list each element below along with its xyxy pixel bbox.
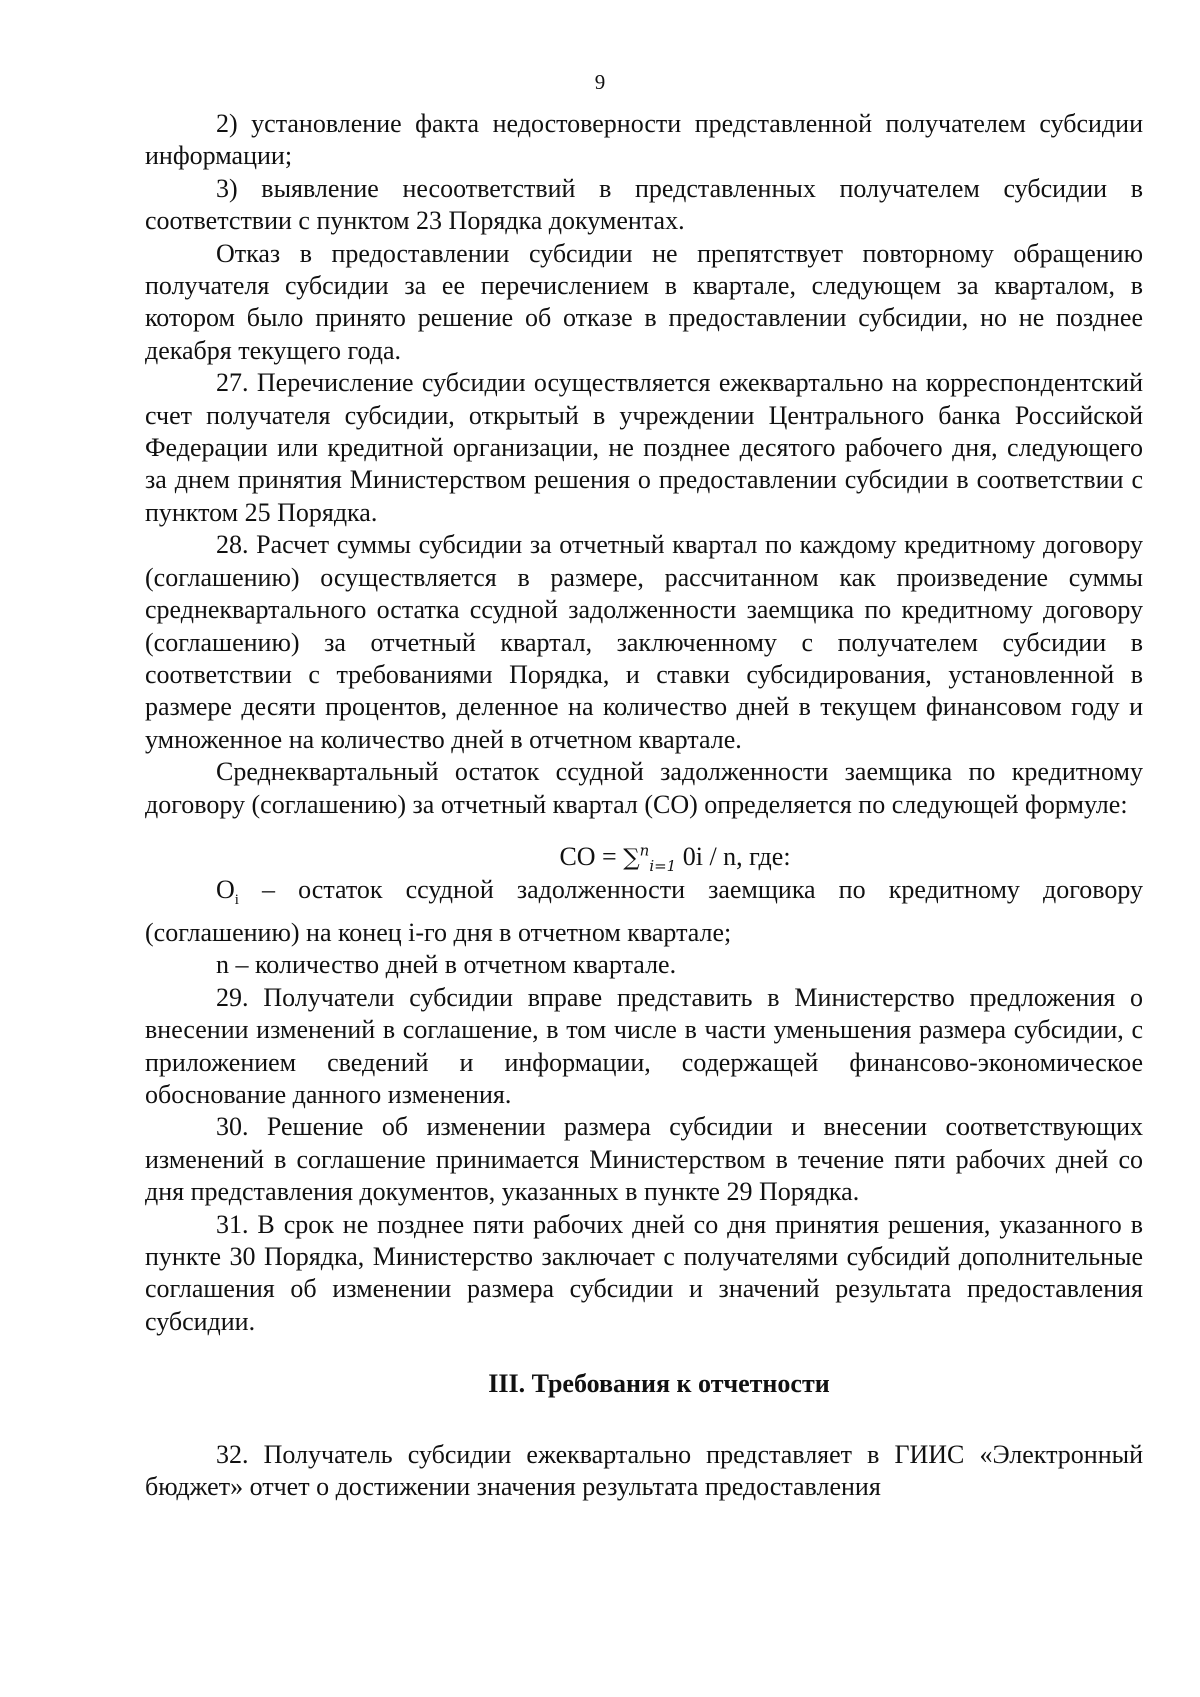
sum-upper-limit: n (639, 841, 650, 860)
paragraph: 2) установление факта недостоверности представленной получателем субсидии информации; (145, 109, 1143, 171)
paragraph: n – количество дней в отчетном квартале. (216, 950, 677, 980)
oi-subscript: i (234, 892, 239, 909)
paragraph: Отказ в предоставлении субсидии не препятствует повторному обращению получателя субсидии за ее перечислением в квартале, следующем за кварталом, в котором было принято решение об отказе в предоставлении субсидии, но не позднее декабря текущего года. (145, 238, 1143, 365)
paragraph: 30. Решение об изменении размера субсидии и внесении соответствующих изменений в соглашение принимается Министерством в течение пяти рабочих дней со дня представления документов, указанных в пункте 29 Порядка. (145, 1112, 1143, 1207)
formula-rhs: 0i / n, где: (676, 841, 791, 871)
formula (145, 841, 1143, 874)
section-heading: III. Требования к отчетности (488, 1369, 830, 1399)
paragraph: 3) выявление несоответствий в представленных получателем субсидии в соответствии с пунктом 23 Порядка документах. (145, 173, 1143, 236)
oi-text: – остаток ссудной задолженности заемщика по кредитному договору (соглашению) на конец i-го дня в отчетном квартале; (145, 875, 1143, 947)
sum-symbol: ∑ (623, 844, 640, 871)
formula-lhs: СО = (559, 841, 624, 871)
sum-lower-limit: i=1 (649, 857, 677, 876)
paragraph: 29. Получатели субсидии вправе представить в Министерство предложения о внесении изменений в соглашение, в том числе в части уменьшения размера субсидии, с приложением сведений и информации, содержащей финансово-экономическое обоснование данного изменения. (145, 982, 1143, 1109)
paragraph: 32. Получатель субсидии ежеквартально представляет в ГИИС «Электронный бюджет» отчет о достижении значения результата предоставления (145, 1439, 1143, 1502)
paragraph: Среднеквартальный остаток ссудной задолженности заемщика по кредитному договору (соглашению) за отчетный квартал (СО) определяется по следующей формуле: (145, 757, 1143, 819)
oi-symbol: О (216, 875, 235, 905)
paragraph: 27. Перечисление субсидии осуществляется ежеквартально на корреспондентский счет получателя субсидии, открытый в учреждении Центрального банка Российской Федерации или кредитной организации, не позднее десятого рабочего дня, следующего за днем принятия Министерством решения о предоставлении субсидии в соответствии с пунктом 25 Порядка. (145, 368, 1143, 527)
paragraph: 31. В срок не позднее пяти рабочих дней со дня принятия решения, указанного в пункте 30 Порядка, Министерство заключает с получателями субсидий дополнительные соглашения об изменении размера субсидии и значений результата предоставления субсидии. (145, 1209, 1143, 1336)
paragraph: 28. Расчет суммы субсидии за отчетный квартал по каждому кредитному договору (соглашению) осуществляется в размере, рассчитанном как произведение суммы среднеквартального остатка ссудной задолженности заемщика по кредитному договору (соглашению) за отчетный квартал, заключенному с получателем субсидии в соответствии с требованиями Порядка, и ставки субсидирования, установленной в размере десяти процентов, деленное на количество дней в текущем финансовом году и умноженное на количество дней в отчетном квартале. (145, 530, 1143, 754)
page-number: 9 (594, 70, 606, 94)
document-body (145, 108, 1143, 1503)
definition-oi (145, 874, 1143, 949)
